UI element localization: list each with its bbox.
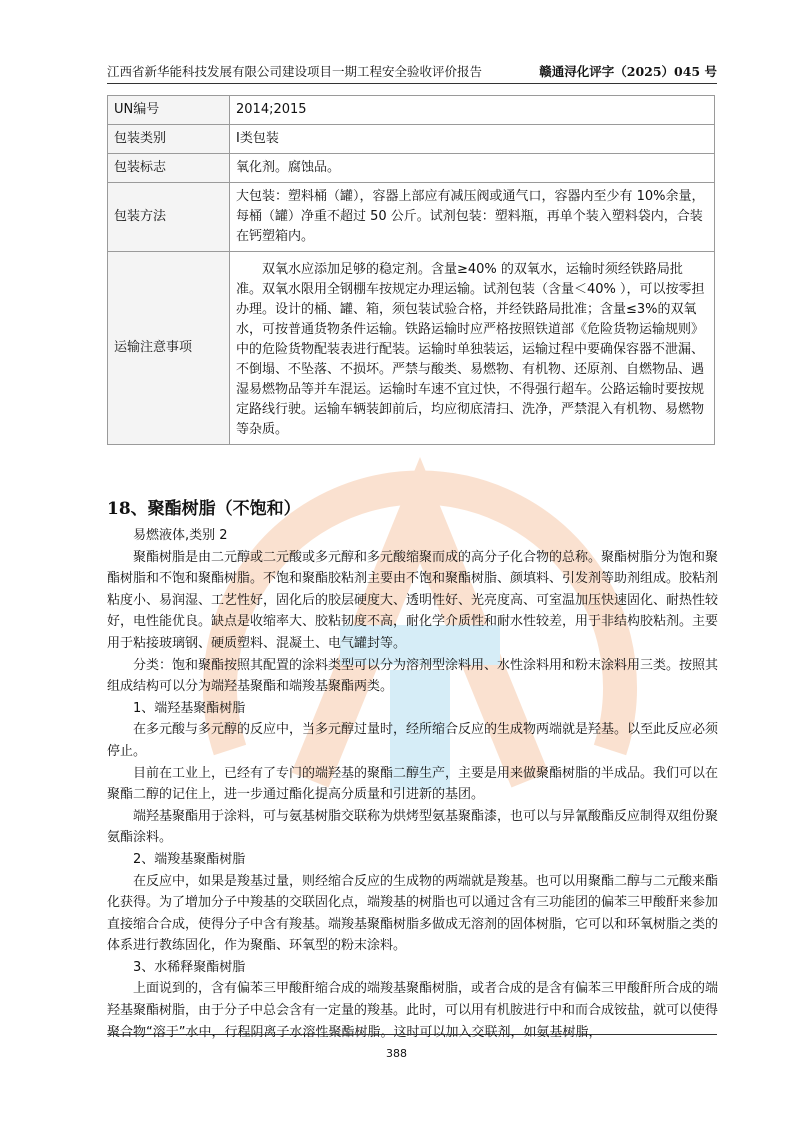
page-number: 388 — [386, 1047, 407, 1060]
paragraph: 在多元酸与多元醇的反应中，当多元醇过量时，经所缩合反应的生成物两端就是羟基。以至此反应必须停止。 — [107, 722, 719, 759]
row-value: 氧化剂。腐蚀品。 — [230, 154, 715, 183]
row-key: 包装标志 — [108, 154, 230, 183]
row-value: 2014;2015 — [230, 96, 715, 125]
paragraph: 聚酯树脂是由二元醇或二元酸或多元醇和多元酸缩聚而成的高分子化合物的总称。聚酯树脂分为饱和聚酯树脂和不饱和聚酯树脂。不饱和聚酯胶粘剂主要由不饱和聚酯树脂、颜填料、引发剂等助剂组成。胶粘剂粘度小、易润湿、工艺性好，固化后的胶层硬度大、透明性好、光亮度高、可室温加压快速固化、耐热性较好，电性能优良。缺点是收缩率大、胶粘韧度不高，耐化学介质性和耐水性较差，用于非结构胶粘剂。主要用于粘接玻璃钢、硬质塑料、混凝土、电气罐封等。 — [107, 549, 719, 651]
hazard-class: 易燃液体,类别 2 — [133, 528, 228, 543]
report-number: 赣通浔化评字（2025）045 号 — [539, 64, 717, 79]
table-row — [108, 125, 715, 154]
footer-divider — [107, 1034, 717, 1035]
row-value: 双氧水应添加足够的稳定剂。含量≥40% 的双氧水，运输时须经铁路局批准。双氧水限用全钢棚车按规定办理运输。试剂包装（含量＜40% ），可以按零担办理。设计的桶、罐、箱，须包装试验合格，并经铁路局批准；含量≤3%的双氧水，可按普通货物条件运输。铁路运输时应严格按照铁道部《危险货物运输规则》中的危险货物配装表进行配装。运输时单独装运，运输过程中要确保容器不泄漏、不倒塌、不坠落、不损坏。严禁与酸类、易燃物、有机物、还原剂、自燃物品、遇湿易燃物品等并车混运。运输时车速不宜过快，不得强行超车。公路运输时要按规定路线行驶。运输车辆装卸前后，均应彻底清扫、洗净，严禁混入有机物、易燃物等杂质。 — [230, 252, 715, 445]
table-row — [108, 183, 715, 252]
subheading: 2、端羧基聚酯树脂 — [133, 851, 246, 867]
table-row — [108, 96, 715, 125]
section-title: 18、聚酯树脂（不饱和） — [107, 499, 301, 519]
row-value: Ⅰ类包装 — [230, 125, 715, 154]
row-value: 大包装：塑料桶（罐），容器上部应有减压阀或通气口，容器内至少有 10%余量，每桶（罐）净重不超过 50 公斤。试剂包装：塑料瓶，再单个装入塑料袋内，合装在钙塑箱内。 — [230, 183, 715, 252]
row-key: UN编号 — [108, 96, 230, 125]
section-content — [107, 494, 718, 1043]
paragraph: 端羟基聚酯用于涂料，可与氨基树脂交联称为烘烤型氨基聚酯漆，也可以与异氰酸酯反应制得双组份聚氨酯涂料。 — [107, 808, 719, 846]
row-key: 包装类别 — [108, 125, 230, 154]
paragraph: 目前在工业上，已经有了专门的端羟基的聚酯二醇生产，主要是用来做聚酯树脂的半成品。我们可以在聚酯二醇的记住上，进一步通过酯化提高分质量和引进新的基团。 — [107, 765, 719, 803]
table-row — [108, 252, 715, 445]
paragraph: 分类：饱和聚酯按照其配置的涂料类型可以分为溶剂型涂料用、水性涂料用和粉末涂料用三类。按照其组成结构可以分为端羟基聚酯和端羧基聚酯两类。 — [107, 657, 719, 695]
table-row — [108, 154, 715, 183]
paragraph: 在反应中，如果是羧基过量，则经缩合反应的生成物的两端就是羧基。也可以用聚酯二醇与二元酸来酯化获得。为了增加分子中羧基的交联固化点，端羧基的树脂也可以通过含有三功能团的偏苯三甲酸酐来参加直接缩合合成，使得分子中含有羧基。端羧基聚酯树脂多做成无溶剂的固体树脂，它可以和环氧树脂之类的体系进行教练固化，作为聚酯、环氧型的粉末涂料。 — [107, 873, 719, 954]
property-table — [107, 95, 715, 445]
paragraph: 上面说到的，含有偏苯三甲酸酐缩合成的端羧基聚酯树脂，或者合成的是含有偏苯三甲酸酐所合成的端羟基聚酯树脂，由于分子中总会含有一定量的羧基。此时，可以用有机胺进行中和而合成铵盐，就可以使得聚合物“溶于”水中，行程阴离子水溶性聚酯树脂。这时可以加入交联剂，如氨基树脂， — [107, 981, 719, 1040]
header-title: 江西省新华能科技发展有限公司建设项目一期工程安全验收评价报告 — [107, 64, 483, 79]
subheading: 3、水稀释聚酯树脂 — [133, 959, 246, 975]
subheading: 1、端羟基聚酯树脂 — [133, 700, 246, 716]
page-header — [107, 60, 717, 84]
row-key: 运输注意事项 — [108, 252, 230, 445]
row-key: 包装方法 — [108, 183, 230, 252]
